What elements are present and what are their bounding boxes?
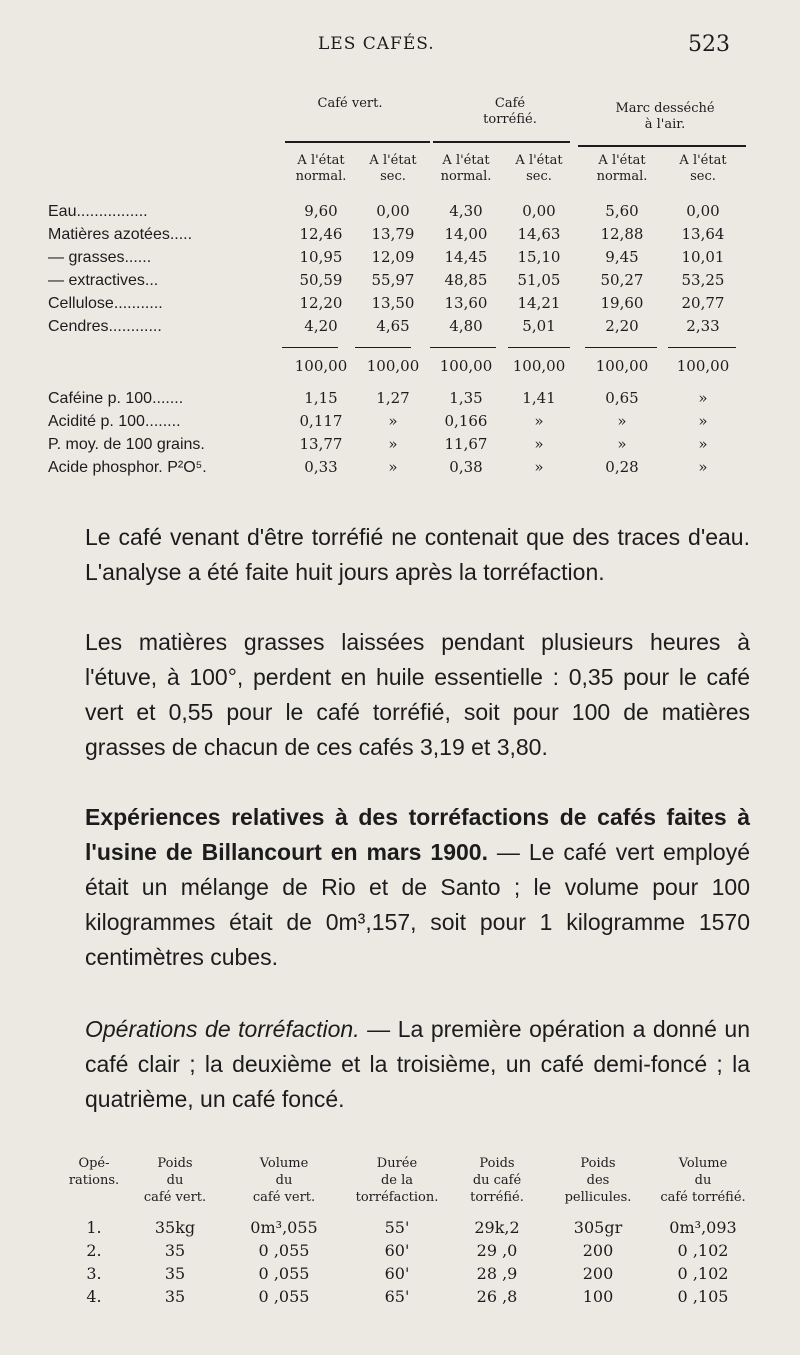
table-cell: 11,67 [444, 435, 488, 453]
ops-column-header: Volume [678, 1156, 728, 1171]
experiments-text: — Le café vert employé était un mélange de Rio et de Santo ; le volume pour 100 kilogrammes était de 0m³,157, soit pour 1 kilogramme 1570 centimètres cubes. [85, 839, 750, 970]
table-cell: 14,21 [517, 294, 561, 312]
column-header: normal. [596, 169, 648, 184]
ops-cell: 29 ,0 [476, 1241, 518, 1260]
total-cell: 100,00 [294, 357, 348, 375]
ops-column-header: des [586, 1173, 610, 1188]
table-cell: 0,28 [605, 458, 639, 476]
table-cell: 50,27 [600, 271, 644, 289]
table-cell: 9,60 [304, 202, 338, 220]
table-cell: 12,09 [371, 248, 415, 266]
group-rule [285, 141, 430, 143]
row-label: Acidité p. 100........ [48, 413, 181, 430]
table-cell: » [698, 412, 708, 430]
ops-cell: 200 [582, 1241, 614, 1260]
ops-cell: 3. [86, 1264, 102, 1283]
table-cell: 2,33 [686, 317, 720, 335]
table-cell: 14,45 [444, 248, 488, 266]
column-header: normal. [440, 169, 492, 184]
group-header: Café vert. [317, 96, 383, 111]
table-cell: 50,59 [299, 271, 343, 289]
column-header: sec. [690, 169, 716, 184]
table-cell: 0,65 [605, 389, 639, 407]
table-cell: 53,25 [681, 271, 725, 289]
row-label: Cellulose........... [48, 295, 163, 312]
column-header: sec. [526, 169, 552, 184]
ops-column-header: du café [472, 1173, 522, 1188]
ops-cell: 28 ,9 [476, 1264, 518, 1283]
total-cell: 100,00 [366, 357, 420, 375]
ops-cell: 200 [582, 1264, 614, 1283]
ops-cell: 0 ,055 [258, 1264, 310, 1283]
operations-heading: Opérations de torréfaction. [85, 1016, 360, 1042]
ops-cell: 0m³,055 [250, 1218, 318, 1237]
ops-column-header: Poids [479, 1156, 515, 1171]
ops-cell: 305gr [573, 1218, 623, 1237]
table-cell: 51,05 [517, 271, 561, 289]
table-cell: » [617, 412, 627, 430]
column-header: A l'état [297, 153, 345, 168]
ops-column-header: du [694, 1173, 712, 1188]
table-cell: » [534, 435, 544, 453]
table-cell: 1,35 [449, 389, 483, 407]
table-cell: 10,01 [681, 248, 725, 266]
table-cell: » [698, 389, 708, 407]
experiments-heading: Expériences relatives à des torréfactions de cafés faites à l'usine de Billancourt en mars 1900. [85, 804, 750, 865]
ops-cell: 35 [164, 1287, 186, 1306]
table-cell: 13,77 [299, 435, 343, 453]
table-cell: 2,20 [605, 317, 639, 335]
ops-column-header: de la [380, 1173, 414, 1188]
ops-cell: 35kg [154, 1218, 196, 1237]
paragraph-water: Le café venant d'être torréfié ne contenait que des traces d'eau. L'analyse a été faite huit jours après la torréfaction. [85, 524, 750, 585]
ops-cell: 0 ,102 [677, 1264, 729, 1283]
sum-rule [508, 347, 570, 348]
sum-rule [355, 347, 411, 348]
column-header: A l'état [598, 153, 646, 168]
table-cell: 1,27 [376, 389, 410, 407]
group-header: à l'air. [644, 117, 686, 132]
ops-cell: 0m³,093 [669, 1218, 737, 1237]
sum-rule [668, 347, 736, 348]
ops-column-header: du [166, 1173, 184, 1188]
total-cell: 100,00 [512, 357, 566, 375]
group-header: torréfié. [483, 112, 537, 127]
column-header: A l'état [679, 153, 727, 168]
table-cell: » [388, 435, 398, 453]
paragraph-fats: Les matières grasses laissées pendant plusieurs heures à l'étuve, à 100°, perdent en huile essentielle : 0,35 pour le café vert et 0,55 pour le café torréfié, soit pour 100 de matières grasses de chacun de ces cafés 3,19 et 3,80. [85, 629, 750, 760]
ops-column-header: du [275, 1173, 293, 1188]
table-cell: » [534, 412, 544, 430]
ops-column-header: pellicules. [564, 1190, 632, 1205]
table-cell: » [617, 435, 627, 453]
ops-column-header: café vert. [252, 1190, 316, 1205]
column-header: A l'état [442, 153, 490, 168]
table-cell: » [534, 458, 544, 476]
ops-cell: 65' [384, 1287, 410, 1306]
ops-cell: 0 ,055 [258, 1241, 310, 1260]
ops-cell: 55' [384, 1218, 410, 1237]
operations-text: — La première opération a donné un café clair ; la deuxième et la troisième, un café demi-foncé ; la quatrième, un café foncé. [85, 1016, 750, 1112]
table-cell: 0,117 [299, 412, 343, 430]
ops-column-header: rations. [68, 1173, 120, 1188]
column-header: A l'état [369, 153, 417, 168]
ops-column-header: Volume [259, 1156, 309, 1171]
table-cell: 20,77 [681, 294, 725, 312]
row-label: Eau................ [48, 203, 148, 220]
table-cell: » [698, 435, 708, 453]
ops-cell: 60' [384, 1264, 410, 1283]
group-rule [433, 141, 570, 143]
table-cell: 13,64 [681, 225, 725, 243]
group-header: Café [494, 96, 526, 111]
page-number: 523 [688, 32, 730, 57]
ops-cell: 26 ,8 [476, 1287, 518, 1306]
total-cell: 100,00 [595, 357, 649, 375]
ops-column-header: café vert. [143, 1190, 207, 1205]
table-cell: 4,30 [449, 202, 483, 220]
row-label: Cendres............ [48, 318, 162, 335]
table-cell: 4,65 [376, 317, 410, 335]
table-cell: 19,60 [600, 294, 644, 312]
table-cell: 12,46 [299, 225, 343, 243]
ops-column-header: Poids [157, 1156, 193, 1171]
table-cell: 0,166 [444, 412, 488, 430]
ops-cell: 29k,2 [474, 1218, 520, 1237]
running-title: LES CAFÉS. [318, 34, 435, 54]
table-cell: 13,79 [371, 225, 415, 243]
table-cell: 13,60 [444, 294, 488, 312]
ops-column-header: Opé- [78, 1156, 110, 1171]
table-cell: 15,10 [517, 248, 561, 266]
table-cell: 1,41 [522, 389, 556, 407]
ops-column-header: Durée [376, 1156, 418, 1171]
ops-column-header: café torréfié. [660, 1190, 746, 1205]
sum-rule [585, 347, 657, 348]
row-label: Matières azotées..... [48, 226, 193, 243]
group-rule [578, 145, 746, 147]
paragraph-experiments [85, 800, 750, 975]
table-cell: 5,60 [605, 202, 639, 220]
row-label: Caféine p. 100....... [48, 390, 184, 407]
row-label: — grasses...... [48, 249, 152, 266]
column-header: normal. [295, 169, 347, 184]
table-cell: 1,15 [304, 389, 338, 407]
table-cell: 14,63 [517, 225, 561, 243]
table-cell: 12,88 [600, 225, 644, 243]
sum-rule [430, 347, 496, 348]
ops-column-header: torréfié. [470, 1190, 524, 1205]
table-cell: 13,50 [371, 294, 415, 312]
table-cell: 9,45 [605, 248, 639, 266]
table-cell: 12,20 [299, 294, 343, 312]
row-label: P. moy. de 100 grains. [48, 436, 205, 453]
row-label: Acide phosphor. P²O⁵. [48, 459, 207, 476]
ops-cell: 35 [164, 1264, 186, 1283]
table-cell: 4,20 [304, 317, 338, 335]
composition-table [0, 0, 800, 500]
ops-cell: 60' [384, 1241, 410, 1260]
table-cell: 0,00 [376, 202, 410, 220]
ops-cell: 1. [86, 1218, 102, 1237]
sum-rule [282, 347, 338, 348]
ops-cell: 0 ,105 [677, 1287, 729, 1306]
table-cell: » [388, 458, 398, 476]
table-cell: 4,80 [449, 317, 483, 335]
row-label: — extractives... [48, 272, 159, 289]
table-cell: 55,97 [371, 271, 415, 289]
column-header: sec. [380, 169, 406, 184]
ops-cell: 0 ,102 [677, 1241, 729, 1260]
ops-cell: 100 [582, 1287, 614, 1306]
total-cell: 100,00 [676, 357, 730, 375]
ops-cell: 2. [86, 1241, 102, 1260]
total-cell: 100,00 [439, 357, 493, 375]
ops-column-header: Poids [580, 1156, 616, 1171]
ops-cell: 0 ,055 [258, 1287, 310, 1306]
table-cell: 0,00 [522, 202, 556, 220]
table-cell: » [698, 458, 708, 476]
ops-column-header: torréfaction. [355, 1190, 439, 1205]
table-cell: 48,85 [444, 271, 488, 289]
table-cell: 0,33 [304, 458, 338, 476]
table-cell: 0,00 [686, 202, 720, 220]
column-header: A l'état [515, 153, 563, 168]
group-header: Marc desséché [615, 101, 715, 116]
ops-cell: 4. [86, 1287, 102, 1306]
table-cell: 10,95 [299, 248, 343, 266]
ops-cell: 35 [164, 1241, 186, 1260]
table-cell: 14,00 [444, 225, 488, 243]
paragraph-operations [85, 1012, 750, 1117]
table-cell: 0,38 [449, 458, 483, 476]
table-cell: 5,01 [522, 317, 556, 335]
table-cell: » [388, 412, 398, 430]
